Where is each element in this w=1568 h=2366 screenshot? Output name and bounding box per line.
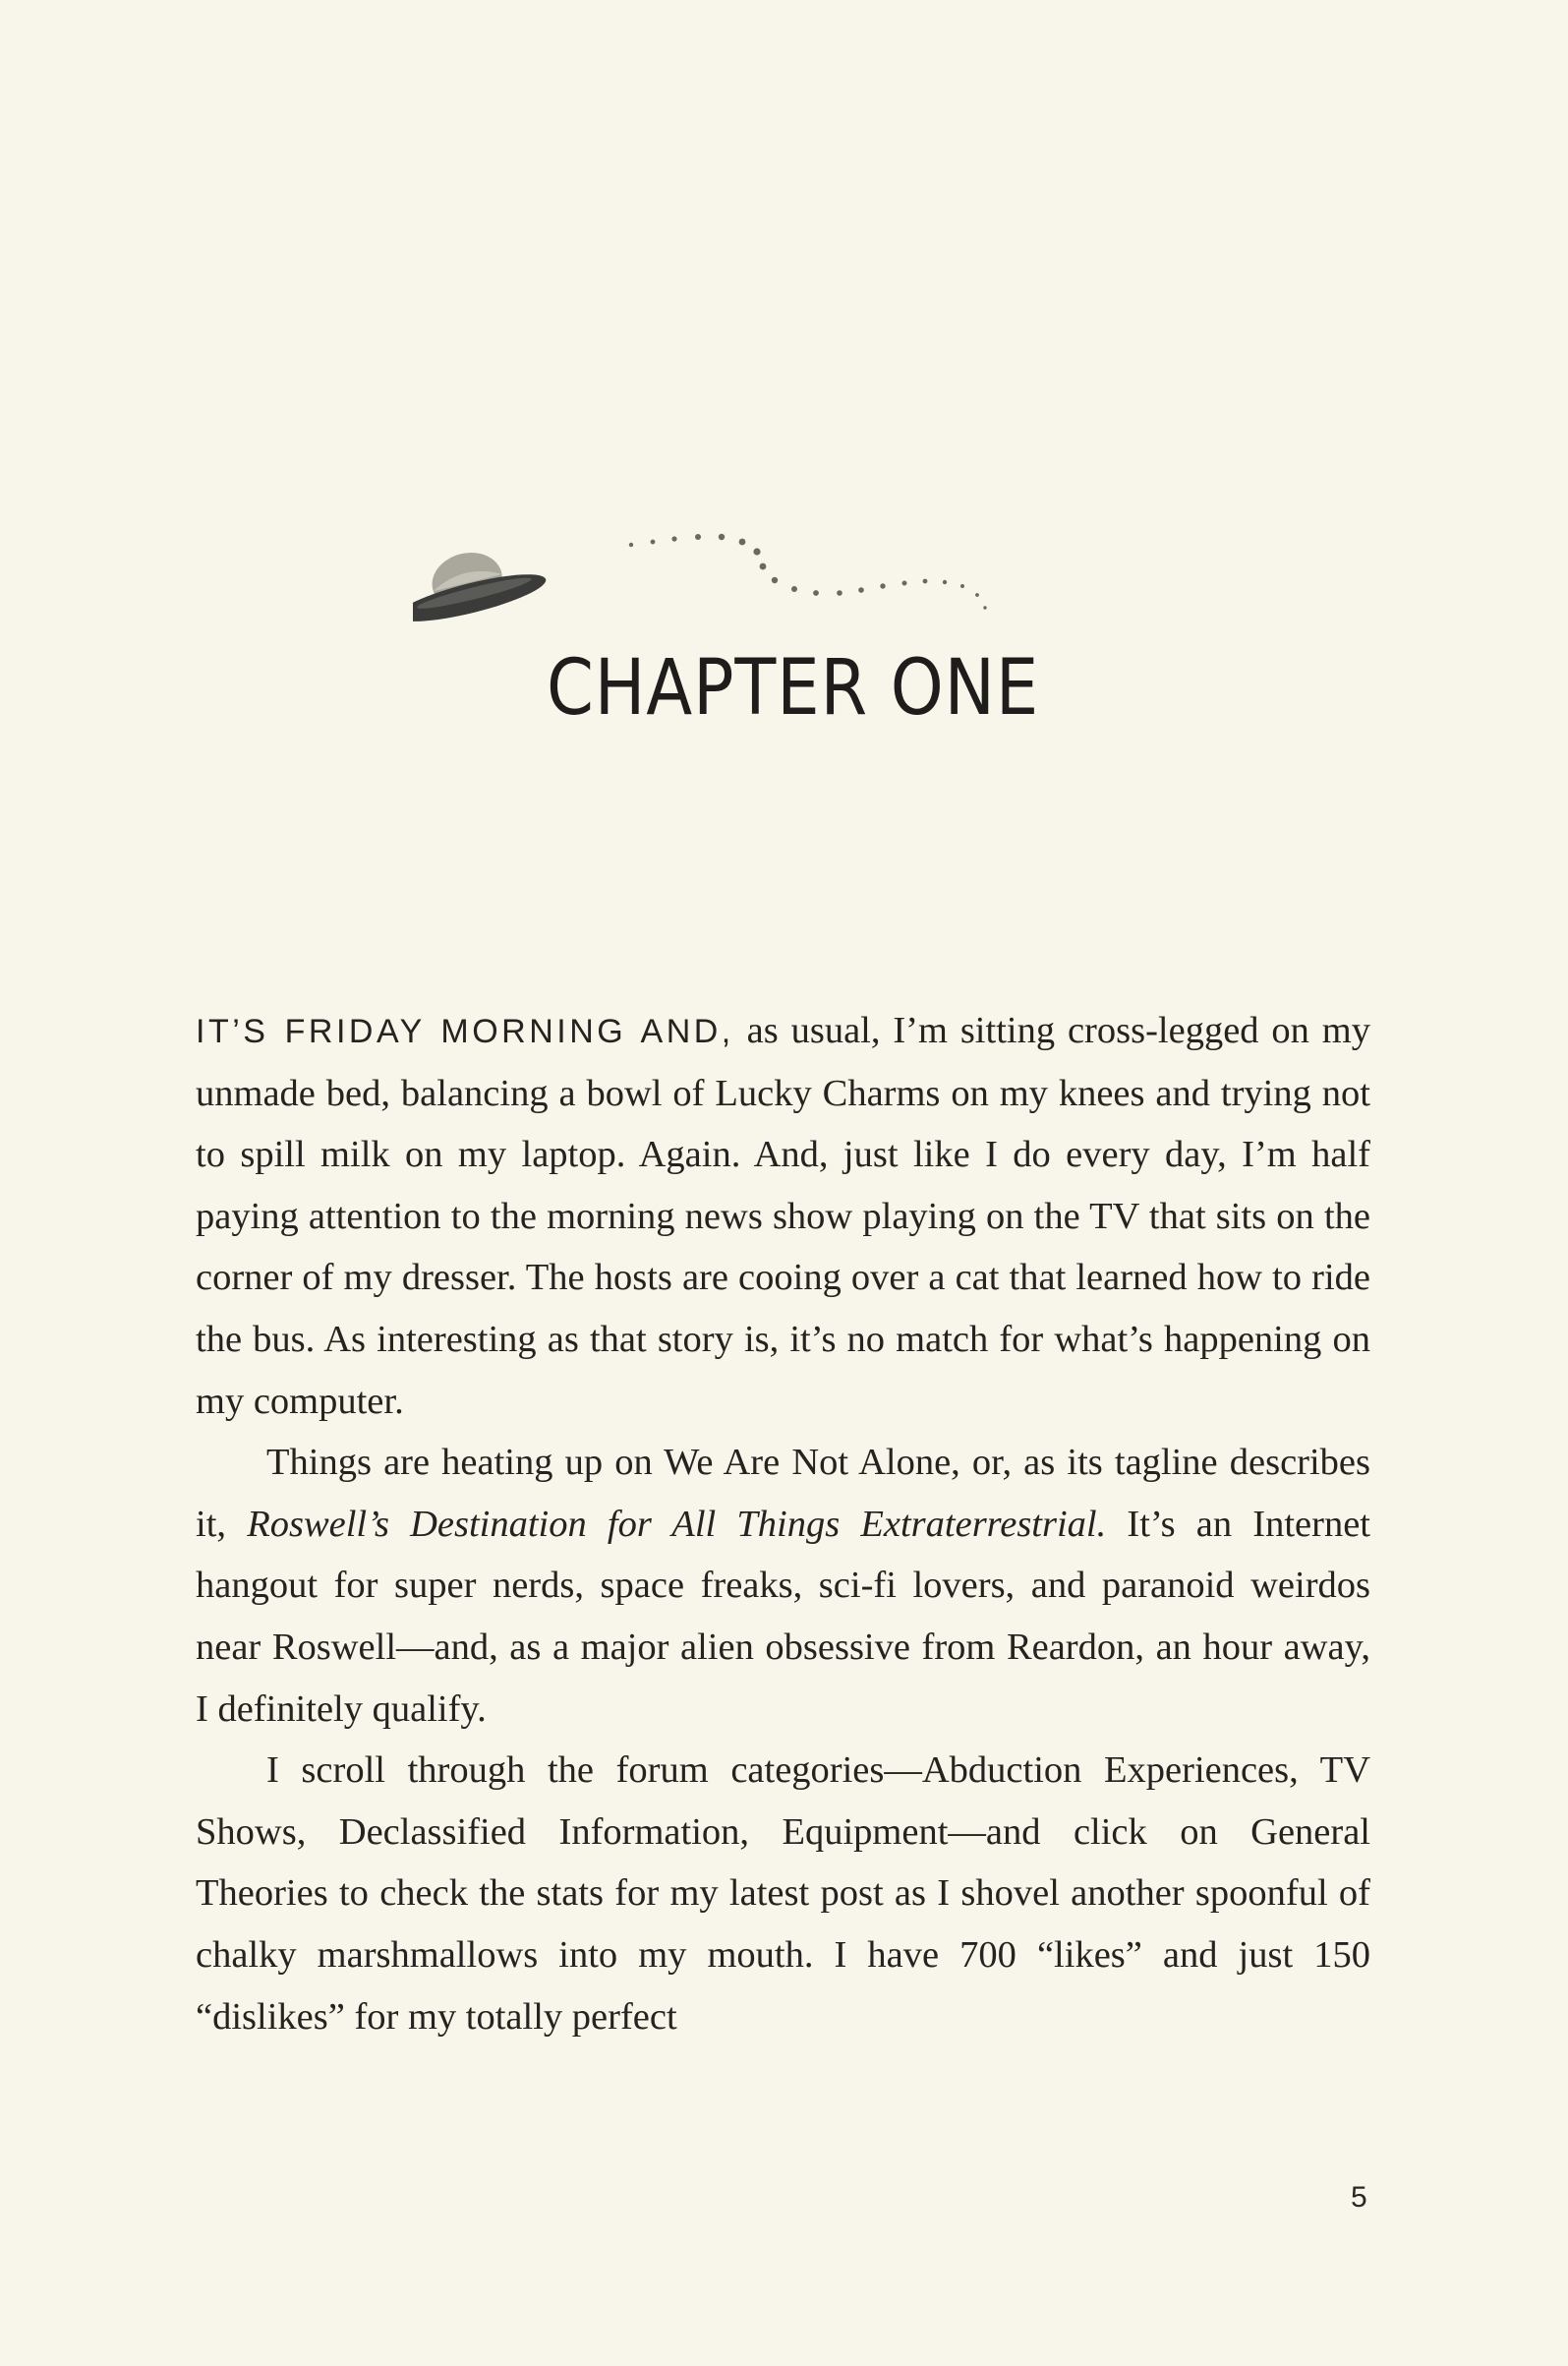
chapter-title: CHAPTER ONE: [547, 644, 1040, 733]
paragraph-text: as usual, I’m sitting cross-legged on my unmade bed, balancing a bowl of Lucky Charms on my knees and trying not to spill milk on my laptop. Again. And, just like I do every day, I’m half paying attention to the morning news show playing on the TV that sits on the corner of my dresser. The hosts are cooing over a cat that learned how to ride the bus. As interesting as that story is, it’s no match for what’s happening on my computer.: [196, 1010, 1370, 1422]
flying-saucer-icon: [413, 511, 1160, 639]
page-number: 5: [1351, 2181, 1367, 2214]
paragraph: [196, 1740, 1370, 2047]
chapter-body: [196, 1000, 1370, 2047]
paragraph-text: Things are heating up on We Are Not Alone, or, as its tagline describes it,: [196, 1442, 1370, 1545]
lead-in-small-caps: IT’S FRIDAY MORNING AND,: [196, 1013, 734, 1050]
paragraph-text: I scroll through the forum categories—Abduction Experiences, TV Shows, Declassified Information, Equipment—and click on General Theories to check the stats for my latest post as I shovel another spoonful of chalky marshmallows into my mouth. I have 700 “likes” and just 150 “dislikes” for my totally perfect: [196, 1749, 1370, 2038]
paragraph: [196, 1432, 1370, 1740]
forum-tagline: Roswell’s Destination for All Things Extraterrestrial.: [247, 1503, 1107, 1545]
paragraph-text: It’s an Internet hangout for super nerds, space freaks, sci-fi lovers, and paranoid weirdos near Roswell—and, as a major alien obsessive from Reardon, an hour away, I definitely qualify.: [196, 1503, 1370, 1730]
paragraph: [196, 1000, 1370, 1432]
dotted-trail: [629, 534, 987, 610]
